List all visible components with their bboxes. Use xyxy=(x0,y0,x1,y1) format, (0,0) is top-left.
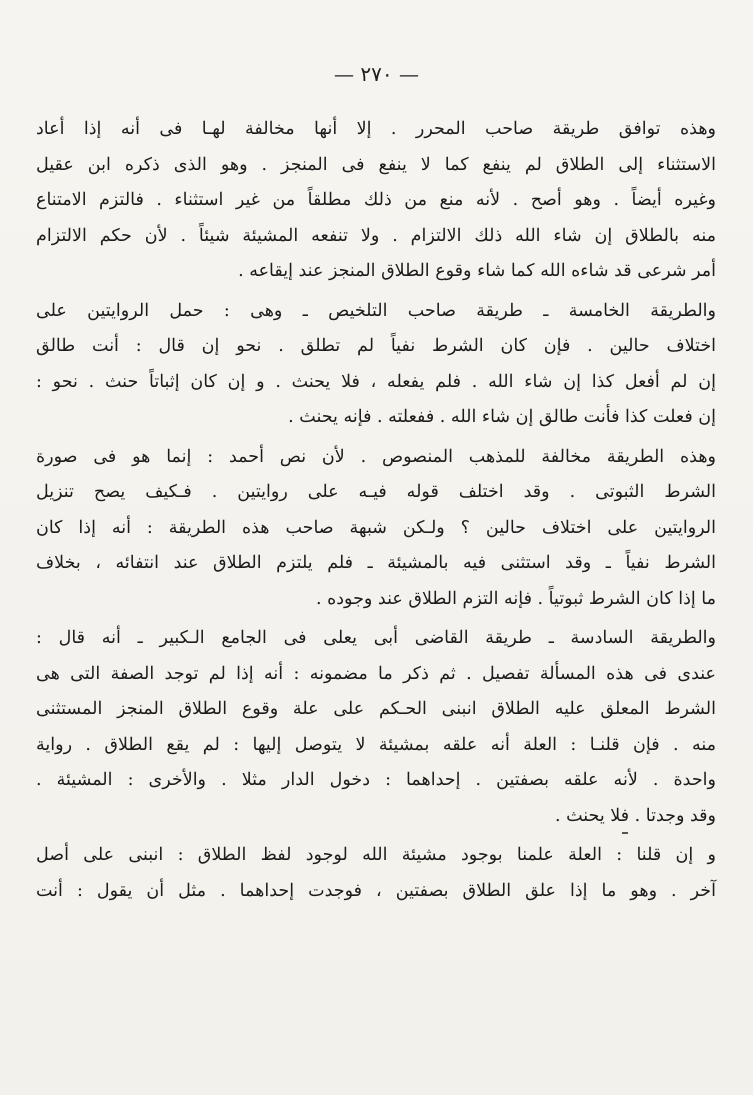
text-line: و إن قلنا : العلة علمنا بوجود مشيئة الله لوجود لفظ الطلاق : انبنى على أصل xyxy=(36,845,716,865)
text-line: منه بالطلاق إن شاء الله ذلك الالتزام . ولا تنفعه المشيئة شيئاً . لأن حكم الالتزام xyxy=(36,225,716,246)
text-line: ما إذا كان الشرط ثبوتياً . فإنه التزم الطلاق عند وجوده . xyxy=(315,588,716,609)
margin-mark xyxy=(622,832,628,834)
paragraph-3 xyxy=(36,440,716,618)
text-line: والطريقة الخامسة ـ طريقة صاحب التلخيص ـ وهى : حمل الروايتين على xyxy=(36,300,716,321)
text-line: الروايتين على اختلاف حالين ؟ ولـكن شبهة صاحب هذه الطريقة : أنه إذا كان xyxy=(36,517,716,538)
text-line: وقد وجدتا . فلا يحنث . xyxy=(554,805,716,826)
paragraph-4 xyxy=(36,621,716,834)
text-line: عندى فى هذه المسألة تفصيل . ثم ذكر ما مضمونه : أنه إذا لم توجد الصفة التى هى xyxy=(36,663,716,684)
body-text xyxy=(36,112,716,909)
paragraph-1 xyxy=(36,112,716,290)
text-line: وهذه توافق طريقة صاحب المحرر . إلا أنها مخالفة لهـا فى أنه إذا أعاد xyxy=(36,119,716,139)
text-line: الشرط نفياً ـ وقد استثنى فيه بالمشيئة ـ فلم يلتزم الطلاق عند انتفائه ، بخلاف xyxy=(36,553,716,573)
text-line: وغيره أيضاً . وهو أصح . لأنه منع من ذلك مطلقاً من غير استثناء . فالتزم الامتناع xyxy=(36,190,716,210)
text-line: آخر . وهو ما إذا علق الطلاق بصفتين ، فوجدت إحداهما . مثل أن يقول : أنت xyxy=(36,880,716,901)
paragraph-2 xyxy=(36,294,716,436)
text-line: أمر شرعى قد شاءه الله كما شاء وقوع الطلاق المنجز عند إيقاعه . xyxy=(238,261,716,281)
text-line: منه . فإن قلنـا : العلة أنه علقه بمشيئة لا يتوصل إليها : لم يقع الطلاق . رواية xyxy=(36,734,716,755)
text-line: إن لم أفعل كذا إن شاء الله . فلم يفعله ، فلا يحنث . و إن كان إثباتاً حنث . نحو : xyxy=(36,371,716,392)
page-number: — ٢٧٠ — xyxy=(334,62,419,86)
text-line: وهذه الطريقة مخالفة للمذهب المنصوص . لأن نص أحمد : إنما هو فى صورة xyxy=(36,446,716,467)
text-line: واحدة . لأنه علقه بصفتين . إحداهما : دخول الدار مثلا . والأخرى : المشيئة . xyxy=(36,770,716,790)
text-line: والطريقة السادسة ـ طريقة القاضى أبى يعلى فى الجامع الـكبير ـ أنه قال : xyxy=(36,628,716,648)
text-line: الاستثناء إلى الطلاق لم ينفع كما لا ينفع فى المنجز . وهو الذى ذكره ابن عقيل xyxy=(36,154,716,175)
text-line: الشرط الثبوتى . وقد اختلف قوله فيـه على روايتين . فـكيف يصح تنزيل xyxy=(36,482,716,502)
paragraph-5 xyxy=(36,838,716,909)
text-line: إن فعلت كذا فأنت طالق إن شاء الله . ففعلته . فإنه يحنث . xyxy=(288,407,716,427)
text-line: الشرط المعلق عليه الطلاق انبنى الحـكم على علة وقوع الطلاق المنجز المستثنى xyxy=(36,699,716,719)
text-line: اختلاف حالين . فإن كان الشرط نفياً لم تطلق . نحو إن قال : أنت طالق xyxy=(36,336,716,356)
